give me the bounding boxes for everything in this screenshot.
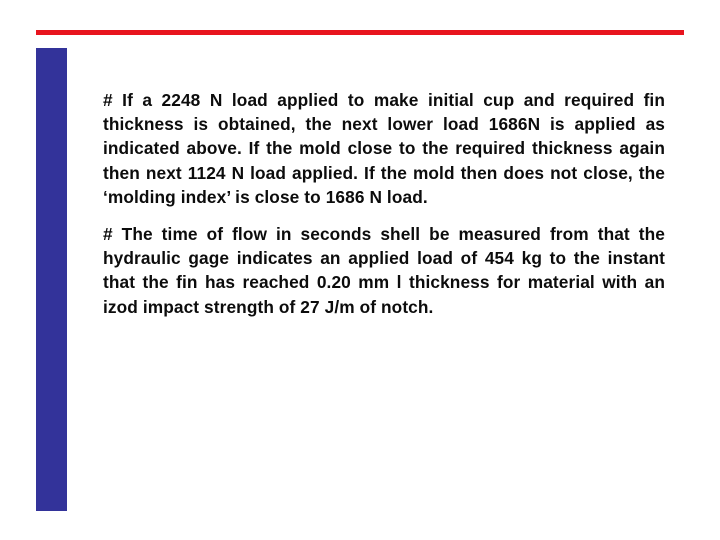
top-red-rule [36,30,684,35]
slide-body [103,88,665,332]
paragraph-flow-time: # The time of flow in seconds shell be measured from that the hydraulic gage indicates an applied load of 454 kg to the instant that the fin has reached 0.20 mm l thickness for material with an izod impact strength of 27 J/m of notch. [103,224,665,317]
left-blue-bar [36,48,67,511]
paragraph-molding-index: # If a 2248 N load applied to make initial cup and required fin thickness is obtained, the next lower load 1686N is applied as indicated above. If the mold close to the required thickness again then next 1124 N load applied. If the mold then does not close, the ‘molding index’ is close to 1686 N load. [103,90,665,207]
